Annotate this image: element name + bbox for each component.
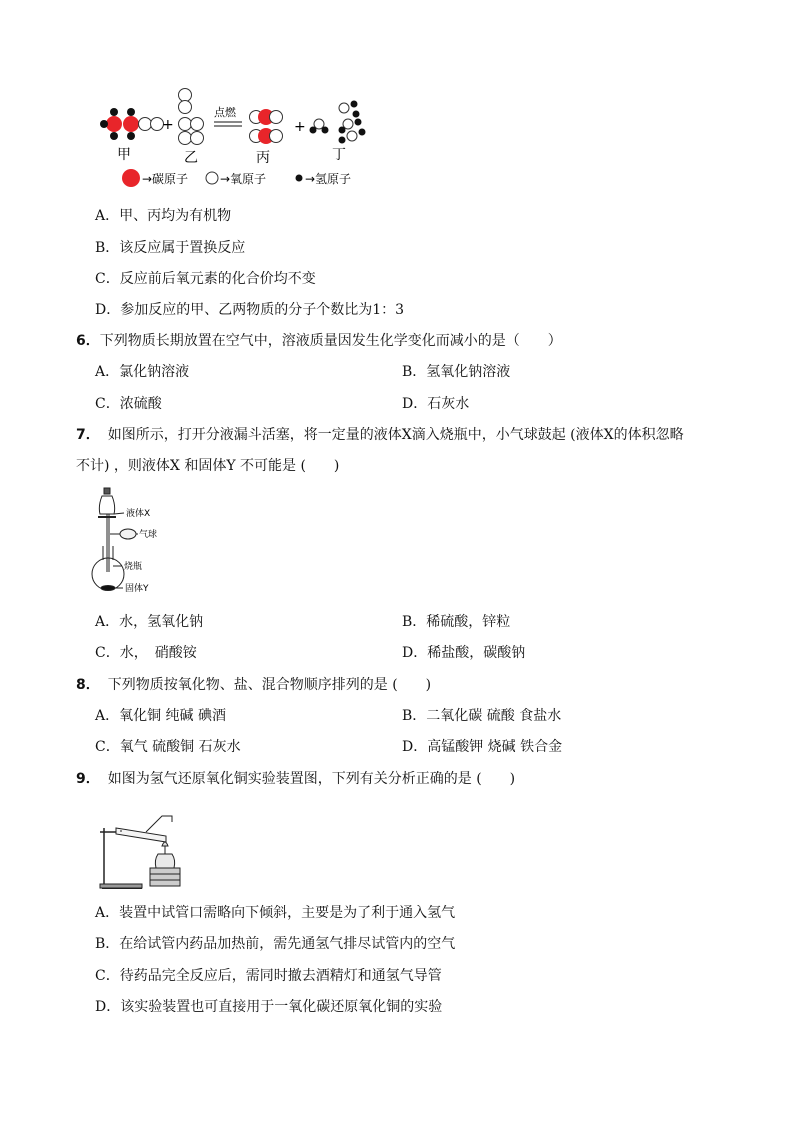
legend-oxygen: →氧原子 [220,172,267,186]
reaction-condition: 点燃 [214,106,236,119]
plus-sign-1: + [162,117,174,133]
reaction-diagram [96,86,371,191]
q6-number: 6． [76,333,100,349]
molecule-yi [179,89,204,145]
q8-stem [76,676,431,694]
q9-option-c: C．待药品完全反应后，需同时撤去酒精灯和通氢气导管 [95,968,442,984]
q7-option-d: D．稀盐酸，碳酸钠 [402,645,526,661]
label-jia: 甲 [117,147,131,163]
q9-number: 9． [76,771,100,787]
q6-option-a: A．氯化钠溶液 [95,364,190,380]
q6-stem-text: 下列物质长期放置在空气中，溶液质量因发生化学变化而减小的是（ ） [99,333,562,349]
legend-carbon: →碳原子 [142,172,189,186]
label-balloon: 气球 [139,530,158,540]
hydrogen-reduction-apparatus [96,802,186,892]
label-solid-y: 固体Y [125,584,149,594]
label-ding: 丁 [332,147,346,163]
q8-option-b: B．二氧化碳 硫酸 食盐水 [402,708,562,724]
label-liquid-x: 液体X [126,509,151,519]
q5-option-c: C．反应前后氧元素的化合价均不变 [95,271,316,287]
label-yi: 乙 [184,150,198,166]
q9-stem [76,770,515,788]
q7-option-a: A．水，氢氧化钠 [95,614,204,630]
q7-number: 7． [76,427,100,443]
q7-option-c: C．水， 硝酸铵 [95,645,197,661]
q8-number: 8． [76,677,100,693]
q5-option-d: D．参加反应的甲、乙两物质的分子个数比为1：3 [95,302,405,318]
label-bing: 丙 [256,150,270,166]
atom-legend [122,169,351,187]
label-flask: 烧瓶 [124,562,143,572]
q8-option-a: A．氧化铜 纯碱 碘酒 [95,708,227,724]
q6-option-c: C．浓硫酸 [95,396,162,412]
molecule-jia [100,108,164,140]
q6-option-d: D．石灰水 [402,396,470,412]
legend-hydrogen: →氢原子 [305,172,352,186]
q6-option-b: B．氢氧化钠溶液 [402,364,511,380]
q9-option-d: D．该实验装置也可直接用于一氧化碳还原氧化铜的实验 [95,999,443,1015]
q5-option-a: A．甲、丙均为有机物 [95,208,232,224]
q9-option-b: B．在给试管内药品加热前，需先通氢气排尽试管内的空气 [95,936,456,952]
molecule-bing [250,109,283,144]
q7-stem-line1 [76,426,684,444]
q8-option-c: C．氧气 硫酸铜 石灰水 [95,739,241,755]
q7-option-b: B．稀硫酸，锌粒 [402,614,511,630]
molecule-ding [310,101,366,144]
q5-option-b: B．该反应属于置换反应 [95,240,246,256]
q8-option-d: D．高锰酸钾 烧碱 铁合金 [402,739,563,755]
q9-stem-text: 如图为氢气还原氧化铜实验装置图，下列有关分析正确的是 ( ) [107,771,516,787]
q6-stem [76,332,562,350]
q8-stem-text: 下列物质按氧化物、盐、混合物顺序排列的是 ( ) [107,677,432,693]
plus-sign-2: + [294,119,306,135]
separatory-funnel-apparatus [90,486,180,598]
q7-stem-line2: 不计) ，则液体X 和固体Y 不可能是 ( ) [76,458,340,474]
q9-option-a: A．装置中试管口需略向下倾斜，主要是为了利于通入氢气 [95,905,456,921]
q7-stem-text-1: 如图所示，打开分液漏斗活塞，将一定量的液体X滴入烧瓶中，小气球鼓起 (液体X的体积忽略 [107,427,684,443]
